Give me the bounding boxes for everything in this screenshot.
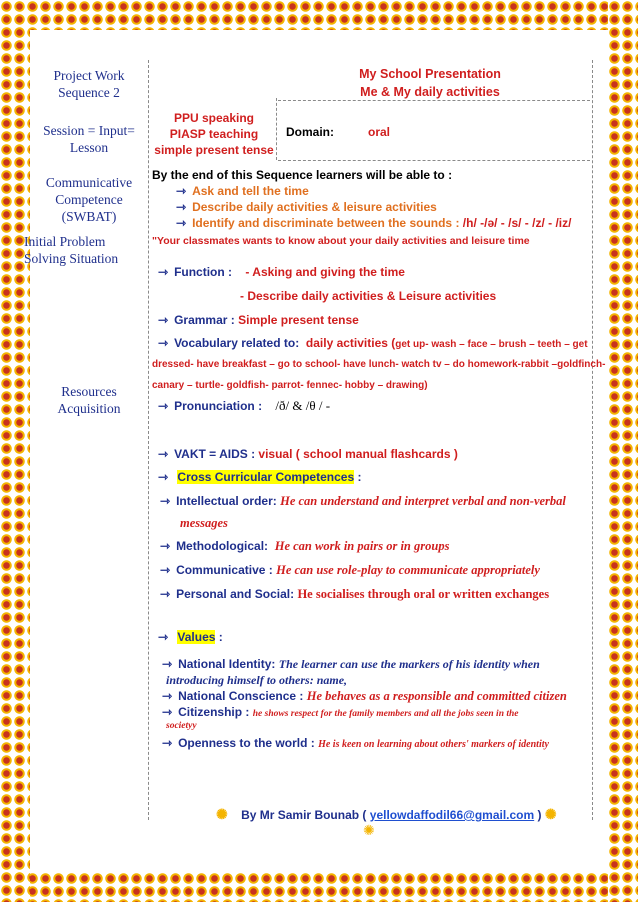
simple-present-tense: simple present tense — [154, 143, 274, 157]
vakt-label: VAKT = AIDS : — [174, 447, 256, 461]
grammar-value: Simple present tense — [238, 313, 359, 327]
sounds-list: /h/ -/ə/ - /s/ - /z/ - /iz/ — [462, 216, 572, 230]
ask-tell-time: Ask and tell the time — [192, 184, 309, 198]
nc-label: National Conscience : — [178, 689, 304, 703]
comm-label: Communicative : — [176, 563, 273, 577]
arrow-bullet-icon: ⇾ — [162, 689, 173, 703]
competence-label — [30, 174, 148, 225]
grammar-row — [158, 313, 359, 327]
method-value: He can work in pairs or in groups — [274, 539, 450, 553]
border-right — [608, 0, 638, 902]
arrow-bullet-icon: ⇾ — [158, 265, 169, 279]
vocab-label: Vocabulary related to: — [174, 336, 300, 350]
openness-row — [162, 736, 549, 750]
piasp-teaching: PIASP teaching — [169, 127, 259, 141]
sun-star-icon: ✺ — [544, 806, 557, 822]
cit-label: Citizenship : — [178, 705, 250, 719]
header-line-bottom — [278, 160, 590, 161]
comp-line1: Communicative — [45, 175, 133, 190]
function-row — [158, 265, 405, 279]
ips-line2: Solving Situation — [24, 251, 119, 266]
right-divider — [592, 60, 593, 820]
situation-label — [24, 233, 142, 267]
nc-value: He behaves as a responsible and committed citizen — [306, 689, 567, 703]
cit-value: he shows respect for the family members and all the jobs seen in the — [252, 709, 519, 719]
sun-star-icon: ✺ — [363, 822, 375, 838]
page-content — [24, 30, 608, 872]
function-value-2: - Describe daily activities & Leisure activities — [240, 289, 497, 303]
arrow-bullet-icon: ⇾ — [160, 563, 171, 577]
res-line2: Acquisition — [57, 401, 121, 416]
cit-value-2: societyy — [166, 721, 197, 731]
competence-intro: By the end of this Sequence learners will be able to : — [152, 168, 453, 182]
intellectual-value-2: messages — [180, 516, 228, 530]
vocab-list-1: get up- wash – face – brush – teeth – get — [395, 339, 588, 350]
domain-value: oral — [368, 125, 391, 139]
comm-value: He can use role-play to communicate appropriately — [276, 563, 540, 577]
communicative-row — [160, 563, 540, 578]
ccc-row — [158, 470, 361, 484]
open-value: He is keen on learning about others' markers of identity — [318, 739, 549, 750]
values-colon: : — [215, 630, 223, 644]
ccc-label: Cross Curricular Competences — [177, 470, 355, 484]
comp-line3: (SWBAT) — [61, 209, 117, 224]
ips-line1: Initial Problem — [24, 234, 106, 249]
vakt-row — [158, 447, 458, 461]
vocab-value: daily activities ( — [305, 336, 396, 350]
arrow-bullet-icon: ⇾ — [158, 630, 169, 644]
comp-line2: Competence — [55, 192, 123, 207]
arrow-bullet-icon: ⇾ — [176, 184, 187, 198]
competence-item-3 — [176, 216, 571, 230]
border-bottom — [0, 872, 638, 902]
values-label: Values — [177, 630, 216, 644]
pron-value: /ð/ & /θ / - — [275, 398, 331, 413]
arrow-bullet-icon: ⇾ — [162, 736, 173, 750]
arrow-bullet-icon: ⇾ — [176, 216, 187, 230]
domain-label: Domain: — [286, 125, 334, 139]
method-label: Methodological: — [176, 539, 269, 553]
ni-value: The learner can use the markers of his identity when — [278, 657, 540, 671]
session-label — [30, 122, 148, 156]
describe-activities: Describe daily activities & leisure activities — [192, 200, 437, 214]
header-line-top — [278, 100, 590, 101]
competence-item-1 — [176, 184, 309, 198]
grammar-label: Grammar : — [174, 313, 235, 327]
arrow-bullet-icon: ⇾ — [160, 494, 171, 508]
arrow-bullet-icon: ⇾ — [158, 313, 169, 327]
resources-label — [30, 383, 148, 417]
national-identity-row — [162, 657, 540, 672]
border-top — [0, 0, 638, 30]
author-email-link[interactable]: yellowdaffodil66@gmail.com — [369, 808, 535, 822]
ppu-speaking: PPU speaking — [173, 111, 255, 125]
session-text: Session = Input= — [43, 123, 135, 138]
project-label — [30, 67, 148, 101]
column-divider — [148, 60, 149, 820]
open-label: Openness to the world : — [178, 736, 315, 750]
arrow-bullet-icon: ⇾ — [158, 470, 169, 484]
methodological-row — [160, 539, 449, 554]
personal-row — [160, 587, 549, 602]
arrow-bullet-icon: ⇾ — [160, 539, 171, 553]
header-divider — [276, 98, 277, 160]
intellectual-value: He can understand and interpret verbal and non-verbal — [280, 494, 566, 508]
competence-item-2 — [176, 200, 437, 214]
identify-sounds: Identify and discriminate between the sounds : — [192, 216, 460, 230]
ppu-box — [152, 110, 276, 158]
pronunciation-row — [158, 398, 330, 414]
citizenship-row — [162, 705, 519, 719]
ni-value-2: introducing himself to others: name, — [166, 673, 348, 687]
intellectual-label: Intellectual order: — [176, 494, 277, 508]
situation-text: "Your classmates wants to know about your daily activities and leisure time — [152, 235, 530, 247]
presentation-title: My School Presentation — [359, 67, 501, 81]
lesson-text: Lesson — [69, 140, 109, 155]
sequence-text: Sequence 2 — [58, 85, 120, 100]
footer-credit — [216, 806, 557, 823]
national-conscience-row — [162, 689, 567, 704]
function-value-1: - Asking and giving the time — [245, 265, 405, 279]
vocab-list-3: canary – turtle- goldfish- parrot- fennec- hobby – drawing) — [152, 380, 428, 391]
arrow-bullet-icon: ⇾ — [160, 587, 171, 601]
paren-close: ) — [537, 808, 542, 822]
arrow-bullet-icon: ⇾ — [162, 705, 173, 719]
arrow-bullet-icon: ⇾ — [158, 399, 169, 413]
pron-label: Pronunciation : — [174, 399, 263, 413]
project-work-text: Project Work — [53, 68, 125, 83]
author-text: By Mr Samir Bounab ( — [241, 808, 367, 822]
border-left — [0, 0, 30, 902]
ni-label: National Identity: — [178, 657, 276, 671]
personal-value: He socialises through oral or written exchanges — [297, 587, 550, 601]
values-row — [158, 630, 223, 644]
vocab-list-2: dressed- have breakfast – go to school- have lunch- watch tv – do homework-rabbit –goldfinch- — [152, 359, 606, 370]
vocab-row — [158, 336, 588, 350]
arrow-bullet-icon: ⇾ — [176, 200, 187, 214]
ccc-colon: : — [354, 470, 362, 484]
personal-label: Personal and Social: — [176, 587, 295, 601]
sun-star-icon: ✺ — [216, 806, 228, 822]
arrow-bullet-icon: ⇾ — [162, 657, 173, 671]
vakt-value: visual ( school manual flashcards ) — [258, 447, 458, 461]
intellectual-row — [160, 494, 566, 509]
function-label: Function : — [174, 265, 233, 279]
presentation-subtitle: Me & My daily activities — [360, 85, 500, 99]
res-line1: Resources — [61, 384, 117, 399]
arrow-bullet-icon: ⇾ — [158, 336, 169, 350]
arrow-bullet-icon: ⇾ — [158, 447, 169, 461]
